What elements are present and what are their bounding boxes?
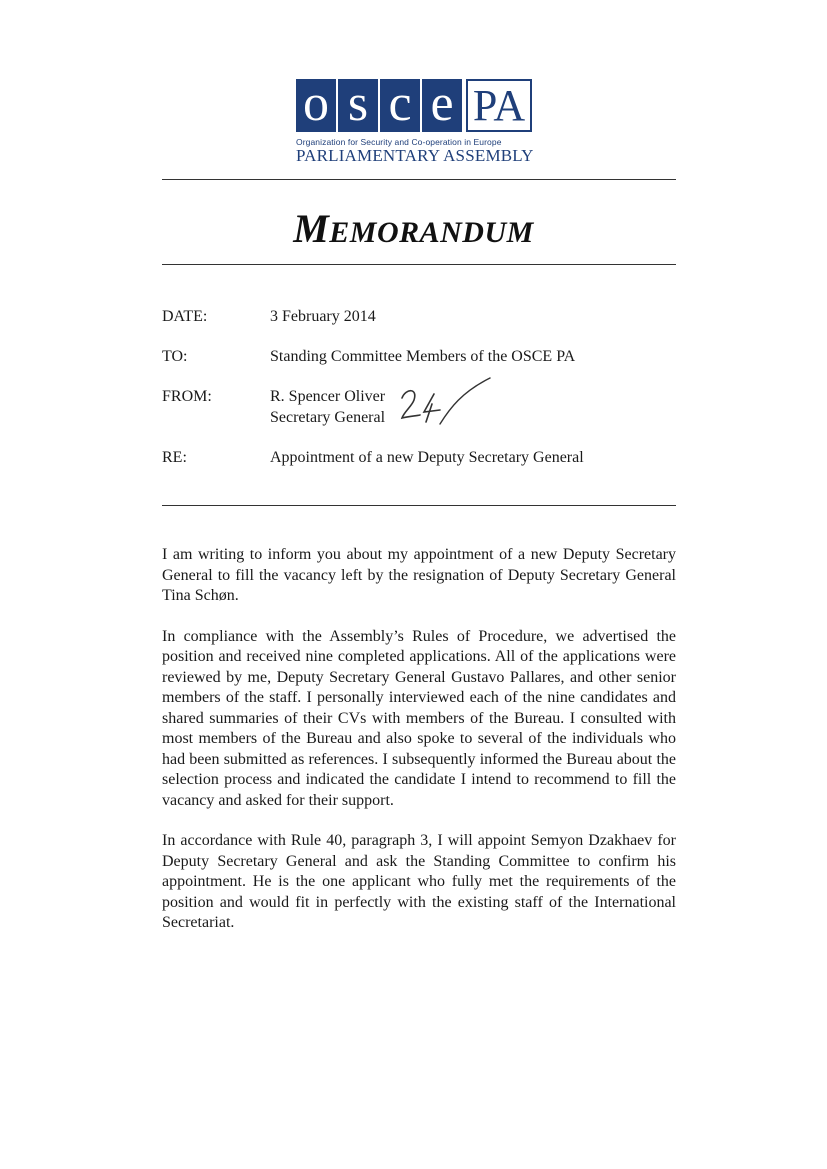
date-value: 3 February 2014 — [270, 308, 376, 325]
memo-title-rest: EMORANDUM — [329, 216, 534, 249]
to-label: TO: — [162, 348, 188, 365]
logo-title: PARLIAMENTARY ASSEMBLY — [296, 146, 534, 165]
re-value: Appointment of a new Deputy Secretary General — [270, 449, 584, 466]
logo-subtitle: Organization for Security and Co-operation in Europe — [296, 137, 502, 147]
logo-letter-e: e — [422, 79, 462, 132]
date-label: DATE: — [162, 308, 208, 325]
to-value: Standing Committee Members of the OSCE PA — [270, 348, 576, 365]
memo-title — [0, 205, 827, 252]
header-bottom-divider — [162, 505, 676, 506]
logo-wordmark — [296, 74, 544, 136]
from-name: R. Spencer Oliver — [270, 388, 386, 405]
logo-letter-c: c — [380, 79, 420, 132]
logo-pa: PA — [466, 79, 532, 132]
title-divider — [162, 264, 676, 265]
top-divider — [162, 179, 676, 180]
body-paragraph-2: In compliance with the Assembly’s Rules of Procedure, we advertised the position and received nine completed applications. All of the applications were reviewed by me, Deputy Secretary General Gustavo Pallares, and other senior members of the staff. I personally interviewed each of the nine candidates and shared summaries of their CVs with members of the Bureau. I consulted with most members of the Bureau and also spoke to several of the individuals who had been submitted as references. I subsequently informed the Bureau about the selection process and indicated the candidate I intend to recommend to fill the vacancy and asked for their support. — [162, 627, 676, 809]
body-paragraph-3: In accordance with Rule 40, paragraph 3, I will appoint Semyon Dzakhaev for Deputy Secretary General and ask the Standing Committee to confirm his appointment. He is the one applicant who fully met the requirements of the position and would fit in perfectly with the existing staff of the International Secretariat. — [162, 832, 676, 931]
from-label: FROM: — [162, 388, 212, 405]
memo-title-initial: M — [293, 206, 330, 251]
osce-pa-logo — [296, 74, 544, 165]
body-paragraph-1: I am writing to inform you about my appointment of a new Deputy Secretary General to fill the vacancy left by the resignation of Deputy Secretary General Tina Schøn. — [162, 546, 676, 604]
logo-letter-s: s — [338, 79, 378, 132]
re-label: RE: — [162, 449, 187, 466]
handwritten-signature — [396, 374, 496, 434]
from-title: Secretary General — [270, 409, 386, 426]
memo-body — [162, 545, 676, 954]
logo-letter-o: o — [296, 79, 336, 132]
